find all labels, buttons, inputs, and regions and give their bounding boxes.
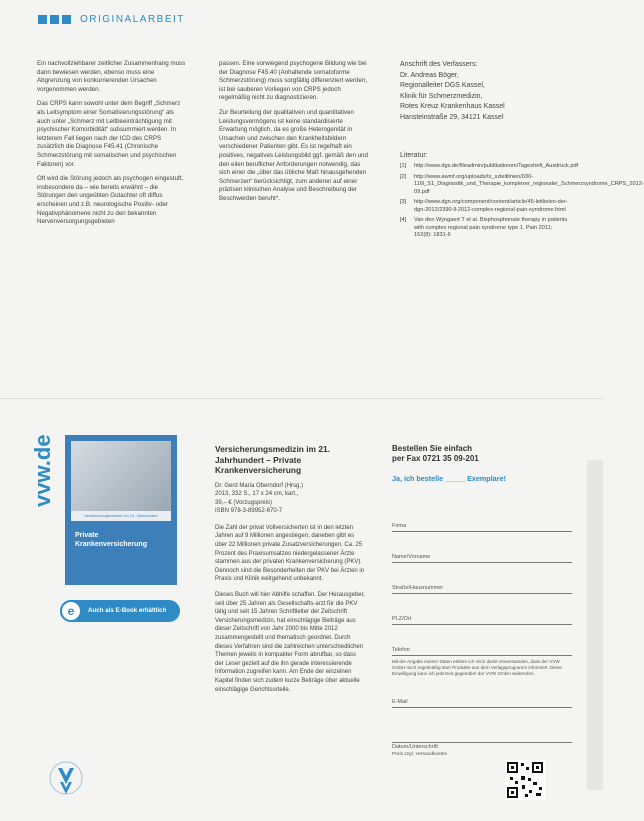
field-label: Telefon [392, 647, 410, 653]
book-paragraph: Dieses Buch will hier Abhilfe schaffen. Der Herausgeber, seit über 25 Jahren als Gesellschafts-arzt für die PKV tätig und seit 15 Jahren Schriftleiter der Zeitschrift Versicherungsmedizin, hat einschlägige Beiträge aus dieser Zeitschrift von Jahr 2000 bis Mitte 2012 zusammengestellt und thematisch geordnet. Durch dieses Verfahren sind die zahlreichen unterschiedlichen Themen jeweils in kompakter Form abrufbar, so dass der Leser gezielt auf die ihn gerade interessierende Information zugreifen kann. Am Ende der einzelnen Kapitel finden sich zudem kurze Beiträge über aktuelle einschlägige Gerichtsurteile. [215, 592, 365, 693]
ebook-label: Auch als E-Book erhältlich [88, 607, 167, 614]
section-header [38, 14, 185, 25]
literature-item [400, 173, 644, 197]
author-address [400, 60, 570, 123]
square-icon [38, 15, 47, 24]
consent-text: Mit der Angabe meiner Daten erkläre ich mich damit einverstanden, dass der VVW GmbH mich regelmäßig über Produkte aus dem Verlagsprogramm informiert. Diese Einwilligung kann ich jederzeit gegenüber der VVW GmbH widerrufen. [392, 659, 562, 676]
literature-heading: Literatur: [400, 152, 428, 159]
address-line: Rotes Kreuz Krankenhaus Kassel [400, 103, 505, 110]
book-cover-title: Private Krankenversicherung [75, 532, 147, 548]
field-label: PLZ/Ort [392, 616, 412, 622]
address-line: Regionalleiter DGS Kassel, [400, 82, 485, 89]
literature-link[interactable]: http://www.dgn.org/component/content/article/45-leitlinien-der-dgn-2012/2390-ll-2012-complex-regional-pain-syndrome.html [414, 199, 568, 213]
address-line: Dr. Andreas Böger, [400, 71, 459, 79]
literature-link[interactable]: http://www.awmf.org/uploads/tx_szleitlinien/030-116l_S1_Diagnostik_und_Therapie_komplexer_regionaler_Schmerzsyndrome_CRPS_2012-09.pdf [414, 173, 644, 195]
company-field[interactable] [392, 505, 572, 532]
article-column-2 [219, 60, 369, 210]
signature-note: Preis zzgl. Versandkosten [392, 752, 448, 757]
book-bibliography [215, 482, 365, 516]
literature-number: [3] [400, 199, 407, 205]
publisher-url[interactable] [30, 434, 60, 515]
ebook-badge [60, 600, 180, 622]
name-field[interactable] [392, 536, 572, 563]
book-cover-photo [71, 441, 171, 511]
paragraph: Ein nachvollziehbarer zeitlicher Zusammenhang muss dann bewiesen werden, ebenso muss eine Abgrenzung von konkurrierenden Ursachen vorgenommen werden. [37, 60, 186, 93]
email-field[interactable] [392, 681, 572, 708]
literature-number: [2] [400, 173, 407, 180]
order-quantity-line[interactable]: Ja, ich bestelle _____ Exemplare! [392, 474, 506, 483]
literature-number: [1] [400, 163, 407, 169]
article-column-1 [37, 60, 187, 233]
postcode-city-field[interactable] [392, 598, 572, 625]
address-line: Klinik für Schmerzmedizin, [400, 92, 483, 100]
paragraph: passen. Eine vorwiegend psychogene Bildung wie bei der Diagnose F45.40 (Anhaltende somatoforme Schmerzstörung) muss sorgfältig differenziert werden, ist bei sauberen Vorliegen von CRPS jedoch regelmäßig nicht zu diagnostizieren. [219, 60, 368, 102]
literature-item [400, 199, 570, 214]
qr-code-icon[interactable] [505, 760, 545, 800]
literature-item [400, 217, 570, 240]
article-column-3 [400, 60, 644, 243]
address-line: Hansteinstraße 29, 34121 Kassel [400, 113, 504, 121]
paragraph: Zur Beurteilung der qualitativen und quantitativen Leistungsvermögens ist keine standardisierte Erwartung möglich, da es große Heterogenität in Ursachen und zwischen den Krankheitsbildern verschiedener Patienten gibt. Es ist regelhaft ein positives, negatives Leistungsbild ggf. gemäß den und den eilen beruflicher Anforderungen notwendig, das sich einer die „über das übliche Maß hinausgehenden Schmerzen“ berücksichtigt, zum anderen auf einer präzisen klinischen Analyse und Beschreibung der Beschwerden beruht*. [219, 108, 368, 202]
address-line: Anschrift des Verfassers: [400, 61, 478, 68]
bib-line: ISBN 978-3-89952-670-7 [215, 508, 283, 515]
book-description [215, 444, 365, 701]
book-cover [65, 435, 177, 585]
book-title: Versicherungsmedizin im 21. Jahrhundert – Private Krankenversicherung [215, 444, 330, 475]
signature-field[interactable] [392, 714, 572, 757]
order-fields [392, 505, 572, 656]
signature-label: Datum/Unterschrift [392, 744, 438, 750]
bib-line: Dr. Gerd Maria Oberndorf (Hrsg.) [215, 482, 304, 489]
literature-text: Van den Wyngaert T et al. Bisphosphonate therapy in patients with complex regional pain syndrome type 1. Pain 2011; 152(8): 1831-6 [414, 217, 568, 238]
book-series-band: Versicherungsmedizin im 21. Jahrhundert [71, 511, 171, 521]
bib-line: 39,– € (Vorzugspreis) [215, 499, 273, 506]
square-icon [50, 15, 59, 24]
publisher-logo-icon [46, 758, 86, 798]
field-label: Straße/Hausnummer [392, 585, 444, 591]
square-icon [62, 15, 71, 24]
header-title: ORIGINALARBEIT [80, 14, 185, 25]
field-label: Name/Vorname [392, 554, 431, 560]
paragraph: Das CRPS kann sowohl unter dem Begriff „Schmerz als Leitsymptom einer Somatisierungsstörung“ als auch unter „Schmerz mit Leitbeeinträchtigung mit psychischer Komorbidität“ subsummiert werden. In letzterem Fall liegen nach der ICD des CRPS zusätzlich die Diagnose F45.41 (Chronische Schmerzstörung mit somatischen und psychischen Faktoren) vor. [37, 100, 181, 168]
book-paragraph: Die Zahl der privat Vollversicherten ist in den letzten Jahren auf 9 Millionen angestiegen; daneben gibt es über 22 Millionen private Zusatzversicherungen. Ca. 25 Prozent des Praxisumsatzes niedergelassener Ärzte stammen aus der privaten Krankenversicherung (PKV). Dennoch sind die Besonderheiten der PKV bei Ärzten in Praxis und Klinik weitgehend unbekannt. [215, 524, 365, 583]
literature-number: [4] [400, 217, 407, 223]
phone-field[interactable] [392, 629, 572, 656]
field-label: E-Mail [392, 699, 408, 705]
literature-link[interactable]: http://www.dgs.de/fileadmin/publikationen/Tagesheft_Ausdruck.pdf [414, 163, 579, 169]
order-headline: Bestellen Sie einfach [392, 444, 473, 453]
order-fax: per Fax 0721 35 09-201 [392, 454, 479, 463]
order-form [392, 444, 572, 757]
literature-item [400, 163, 579, 171]
paragraph: Oft wird die Störung jedoch als psychogen eingestuft, insbesondere da – wie bereits erwähnt – die Störungen den ungeübten Gutachter oft diffus erscheinen und z.B. neurologische Positiv- oder Negativphänomene nicht zu den bekannten Nervenversorgungsgebieten [37, 175, 184, 226]
publisher-url-text: vvw.de [30, 434, 55, 507]
ebook-icon: e [60, 600, 82, 622]
street-field[interactable] [392, 567, 572, 594]
bib-line: 2013, 332 S., 17 x 24 cm, kart., [215, 491, 299, 498]
page-edge [587, 460, 603, 790]
field-label: Firma [392, 523, 407, 529]
page-divider [0, 398, 603, 399]
